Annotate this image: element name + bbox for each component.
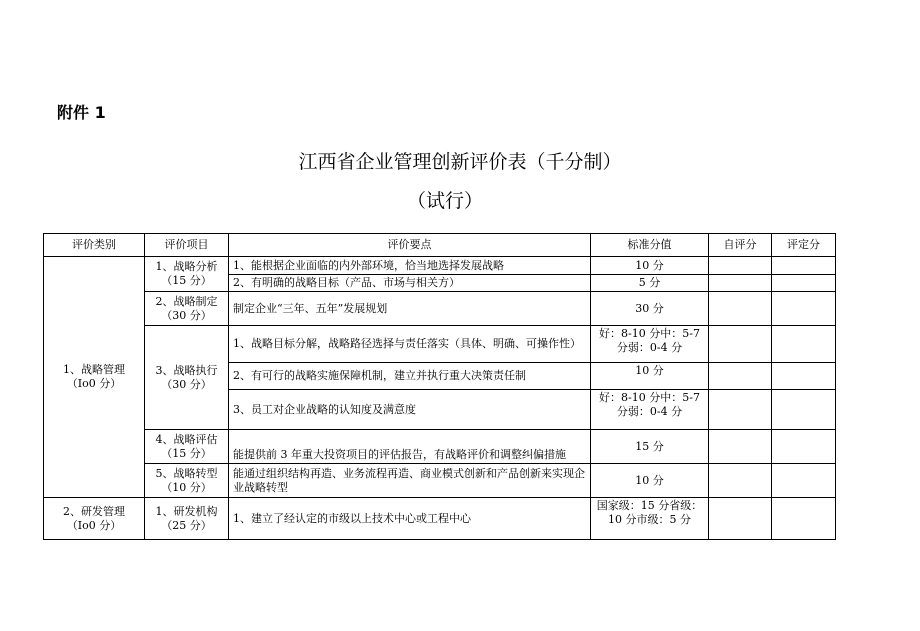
page-title: 江西省企业管理创新评价表（千分制） [298, 151, 622, 173]
assessed-score-cell[interactable] [772, 292, 836, 326]
assessed-score-cell[interactable] [772, 390, 836, 430]
assessed-score-cell[interactable] [772, 430, 836, 464]
standard-score-cell: 5 分 [591, 275, 709, 292]
table-row [44, 326, 836, 363]
standard-score-cell: 好：8-10 分中：5-7 分弱：0-4 分 [591, 390, 709, 430]
table-row [44, 464, 836, 498]
page-subtitle: （试行） [406, 190, 483, 212]
table-row [44, 430, 836, 464]
standard-score-cell: 30 分 [591, 292, 709, 326]
item-name: 1、研发机构 [155, 504, 218, 518]
item-score: （30 分） [161, 308, 212, 322]
evaluation-table [43, 233, 836, 540]
assessed-score-cell[interactable] [772, 498, 836, 540]
point-cell: 1、建立了经认定的市级以上技术中心或工程中心 [229, 498, 591, 540]
item-name: 1、战略分析 [155, 260, 218, 273]
self-score-cell[interactable] [709, 326, 772, 363]
category-name: 1、战略管理 [63, 363, 125, 376]
table-row [44, 257, 836, 275]
item-score: （30 分） [161, 377, 212, 391]
table-row [44, 498, 836, 540]
header-points: 评价要点 [229, 234, 591, 257]
standard-score-cell: 国家级：15 分省级：10 分市级：5 分 [591, 498, 709, 540]
item-score: （15 分） [161, 274, 212, 287]
attachment-label: 附件 1 [57, 103, 106, 122]
item-cell [145, 292, 229, 326]
item-name: 3、战略执行 [155, 363, 218, 377]
header-item: 评价项目 [145, 234, 229, 257]
item-cell [145, 464, 229, 498]
item-cell [145, 430, 229, 464]
point-cell: 2、有明确的战略目标（产品、市场与相关方） [229, 275, 591, 292]
point-cell: 1、能根据企业面临的内外部环境，恰当地选择发展战略 [229, 257, 591, 275]
self-score-cell[interactable] [709, 275, 772, 292]
category-name: 2、研发管理 [63, 504, 125, 518]
point-cell: 能提供前 3 年重大投资项目的评估报告，有战略评价和调整纠偏措施 [229, 430, 591, 464]
self-score-cell[interactable] [709, 257, 772, 275]
item-score: （25 分） [161, 518, 212, 532]
point-cell: 1、战略目标分解，战略路径选择与责任落实（具体、明确、可操作性） [229, 326, 591, 363]
header-category: 评价类别 [44, 234, 145, 257]
item-cell [145, 326, 229, 430]
assessed-score-cell[interactable] [772, 257, 836, 275]
header-assessed-score: 评定分 [772, 234, 836, 257]
point-cell: 能通过组织结构再造、业务流程再造、商业模式创新和产品创新来实现企业战略转型 [229, 464, 591, 498]
category-cell [44, 257, 145, 498]
point-cell: 3、员工对企业战略的认知度及满意度 [229, 390, 591, 430]
table-row [44, 292, 836, 326]
self-score-cell[interactable] [709, 464, 772, 498]
item-score: （10 分） [161, 480, 212, 494]
standard-score-cell: 15 分 [591, 430, 709, 464]
self-score-cell[interactable] [709, 363, 772, 390]
assessed-score-cell[interactable] [772, 464, 836, 498]
self-score-cell[interactable] [709, 292, 772, 326]
header-self-score: 自评分 [709, 234, 772, 257]
self-score-cell[interactable] [709, 498, 772, 540]
assessed-score-cell[interactable] [772, 363, 836, 390]
assessed-score-cell[interactable] [772, 326, 836, 363]
category-cell [44, 498, 145, 540]
standard-score-cell: 10 分 [591, 257, 709, 275]
standard-score-cell: 10 分 [591, 464, 709, 498]
table-header-row [44, 234, 836, 257]
standard-score-cell: 好：8-10 分中：5-7 分弱：0-4 分 [591, 326, 709, 363]
item-cell [145, 498, 229, 540]
self-score-cell[interactable] [709, 430, 772, 464]
category-score: （Io0 分） [66, 377, 122, 390]
item-name: 5、战略转型 [155, 466, 218, 480]
assessed-score-cell[interactable] [772, 275, 836, 292]
self-score-cell[interactable] [709, 390, 772, 430]
item-name: 4、战略评估 [155, 432, 218, 446]
item-name: 2、战略制定 [155, 294, 218, 308]
category-score: （Io0 分） [66, 518, 122, 532]
point-cell: 2、有可行的战略实施保障机制，建立并执行重大决策责任制 [229, 363, 591, 390]
standard-score-cell: 10 分 [591, 363, 709, 390]
point-cell: 制定企业“三年、五年”发展规划 [229, 292, 591, 326]
item-cell [145, 257, 229, 292]
header-standard-score: 标准分值 [591, 234, 709, 257]
item-score: （15 分） [161, 446, 212, 460]
